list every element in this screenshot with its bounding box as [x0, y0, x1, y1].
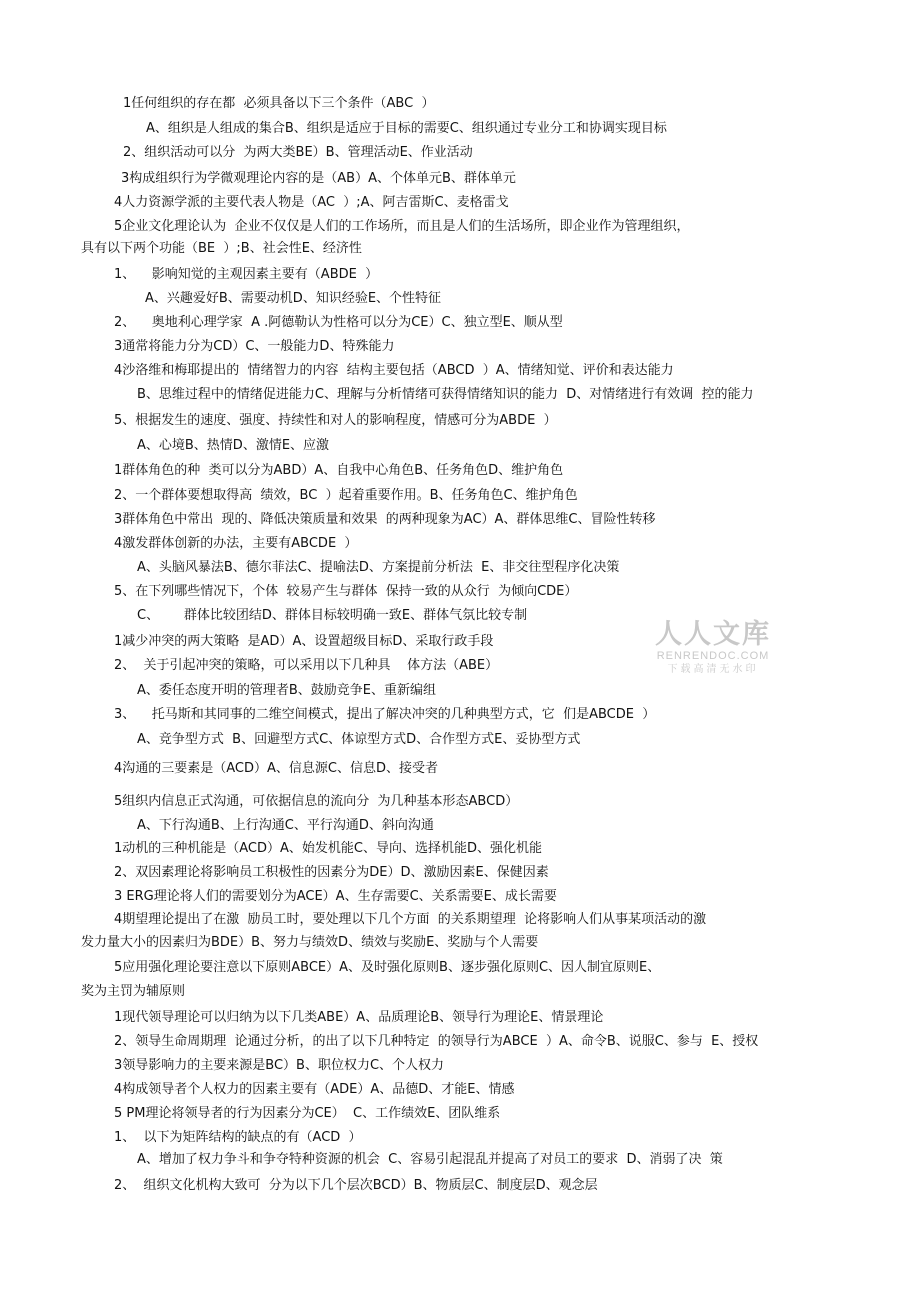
text-line-9: A、兴趣爱好B、需要动机D、知识经验E、个性特征: [145, 291, 442, 306]
text-line-24: 2、 关于引起冲突的策略，可以采用以下几种具 体方法（ABE）: [114, 658, 499, 673]
text-line-32: 2、双因素理论将影响员工积极性的因素分为DE）D、激励因素E、保健因素: [114, 865, 549, 880]
text-line-3: 2、组织活动可以分 为两大类BE）B、管理活动E、作业活动: [123, 145, 473, 160]
watermark-subtitle: 下载高清无水印: [667, 664, 759, 675]
text-line-33: 3 ERG理论将人们的需要划分为ACE）A、生存需要C、关系需要E、成长需要: [114, 889, 557, 904]
text-line-40: 3领导影响力的主要来源是BC）B、职位权力C、个人权力: [114, 1058, 445, 1073]
text-line-31: 1动机的三种机能是（ACD）A、始发机能C、导向、选择机能D、强化机能: [114, 841, 543, 856]
text-line-25: A、委任态度开明的管理者B、鼓励竞争E、重新编组: [137, 683, 437, 698]
text-line-29: 5组织内信息正式沟通，可依据信息的流向分 为几种基本形态ABCD）: [114, 794, 519, 809]
text-line-15: A、心境B、热情D、激情E、应激: [137, 438, 330, 453]
text-line-37: 奖为主罚为辅原则: [81, 984, 186, 999]
text-line-11: 3通常将能力分为CD）C、一般能力D、特殊能力: [114, 339, 395, 354]
watermark-title: 人人文库: [655, 619, 771, 650]
text-line-17: 2、一个群体要想取得高 绩效，BC ）起着重要作用。B、任务角色C、维护角色: [114, 488, 578, 503]
text-line-30: A、下行沟通B、上行沟通C、平行沟通D、斜向沟通: [137, 818, 434, 833]
text-line-14: 5、根据发生的速度、强度、持续性和对人的影响程度，情感可分为ABDE ）: [114, 413, 557, 428]
text-line-1: 1任何组织的存在都 必须具备以下三个条件（ABC ）: [123, 96, 435, 111]
text-line-41: 4构成领导者个人权力的因素主要有（ADE）A、品德D、才能E、情感: [114, 1082, 515, 1097]
text-line-22: C、 群体比较团结D、群体目标较明确一致E、群体气氛比较专制: [137, 608, 528, 623]
text-line-6: 5企业文化理论认为 企业不仅仅是人们的工作场所，而且是人们的生活场所，即企业作为管理组织，: [114, 219, 690, 234]
text-line-16: 1群体角色的种 类可以分为ABD）A、自我中心角色B、任务角色D、维护角色: [114, 463, 564, 478]
text-line-10: 2、 奥地利心理学家 A .阿德勒认为性格可以分为CE）C、独立型E、顺从型: [114, 315, 563, 330]
text-line-35: 发力量大小的因素归为BDE）B、努力与绩效D、绩效与奖励E、奖励与个人需要: [81, 935, 539, 950]
text-line-39: 2、领导生命周期理 论通过分析，的出了以下几种特定 的领导行为ABCE ）A、命令B、说服C、参与 E、授权: [114, 1034, 759, 1049]
text-line-4: 3构成组织行为学微观理论内容的是（AB）A、个体单元B、群体单元: [121, 171, 516, 186]
text-line-27: A、竞争型方式 B、回避型方式C、体谅型方式D、合作型方式E、妥协型方式: [137, 732, 581, 747]
text-line-7: 具有以下两个功能（BE ）;B、社会性E、经济性: [81, 241, 362, 256]
text-line-8: 1、 影响知觉的主观因素主要有（ABDE ）: [114, 267, 379, 282]
text-line-36: 5应用强化理论要注意以下原则ABCE）A、及时强化原则B、逐步强化原则C、因人制宜原则E、: [114, 960, 661, 975]
text-line-42: 5 PM理论将领导者的行为因素分为CE） C、工作绩效E、团队维系: [114, 1106, 501, 1121]
text-line-34: 4期望理论提出了在激 励员工时，要处理以下几个方面 的关系期望理 论将影响人们从事某项活动的激: [114, 912, 707, 927]
watermark-logo: [648, 620, 778, 676]
text-line-28: 4沟通的三要素是（ACD）A、信息源C、信息D、接受者: [114, 761, 439, 776]
text-line-12: 4沙洛维和梅耶提出的 情绪智力的内容 结构主要包括（ABCD ）A、情绪知觉、评价和表达能力: [114, 363, 674, 378]
text-line-2: A、组织是人组成的集合B、组织是适应于目标的需要C、组织通过专业分工和协调实现目标: [146, 121, 667, 136]
text-line-26: 3、 托马斯和其同事的二维空间模式，提出了解决冲突的几种典型方式，它 们是ABCDE ）: [114, 707, 656, 722]
text-line-18: 3群体角色中常出 现的、降低决策质量和效果 的两种现象为AC）A、群体思维C、冒险性转移: [114, 512, 656, 527]
text-line-13: B、思维过程中的情绪促进能力C、理解与分析情绪可获得情绪知识的能力 D、对情绪进行有效调 控的能力: [137, 387, 754, 402]
text-line-45: 2、 组织文化机构大致可 分为以下几个层次BCD）B、物质层C、制度层D、观念层: [114, 1178, 598, 1193]
text-line-44: A、增加了权力争斗和争夺特种资源的机会 C、容易引起混乱并提高了对员工的要求 D、消弱了决 策: [137, 1152, 723, 1167]
text-line-43: 1、 以下为矩阵结构的缺点的有（ACD ）: [114, 1130, 362, 1145]
text-line-20: A、头脑风暴法B、德尔菲法C、提喻法D、方案提前分析法 E、非交往型程序化决策: [137, 560, 620, 575]
text-line-21: 5、在下列哪些情况下，个体 较易产生与群体 保持一致的从众行 为倾向CDE）: [114, 584, 578, 599]
text-line-23: 1减少冲突的两大策略 是AD）A、设置超级目标D、采取行政手段: [114, 634, 494, 649]
watermark-domain: RENRENDOC.COM: [656, 650, 770, 662]
text-line-5: 4人力资源学派的主要代表人物是（AC ）;A、阿吉雷斯C、麦格雷戈: [114, 195, 509, 210]
text-line-19: 4激发群体创新的办法，主要有ABCDE ）: [114, 536, 358, 551]
text-line-38: 1现代领导理论可以归纳为以下几类ABE）A、品质理论B、领导行为理论E、情景理论: [114, 1010, 604, 1025]
